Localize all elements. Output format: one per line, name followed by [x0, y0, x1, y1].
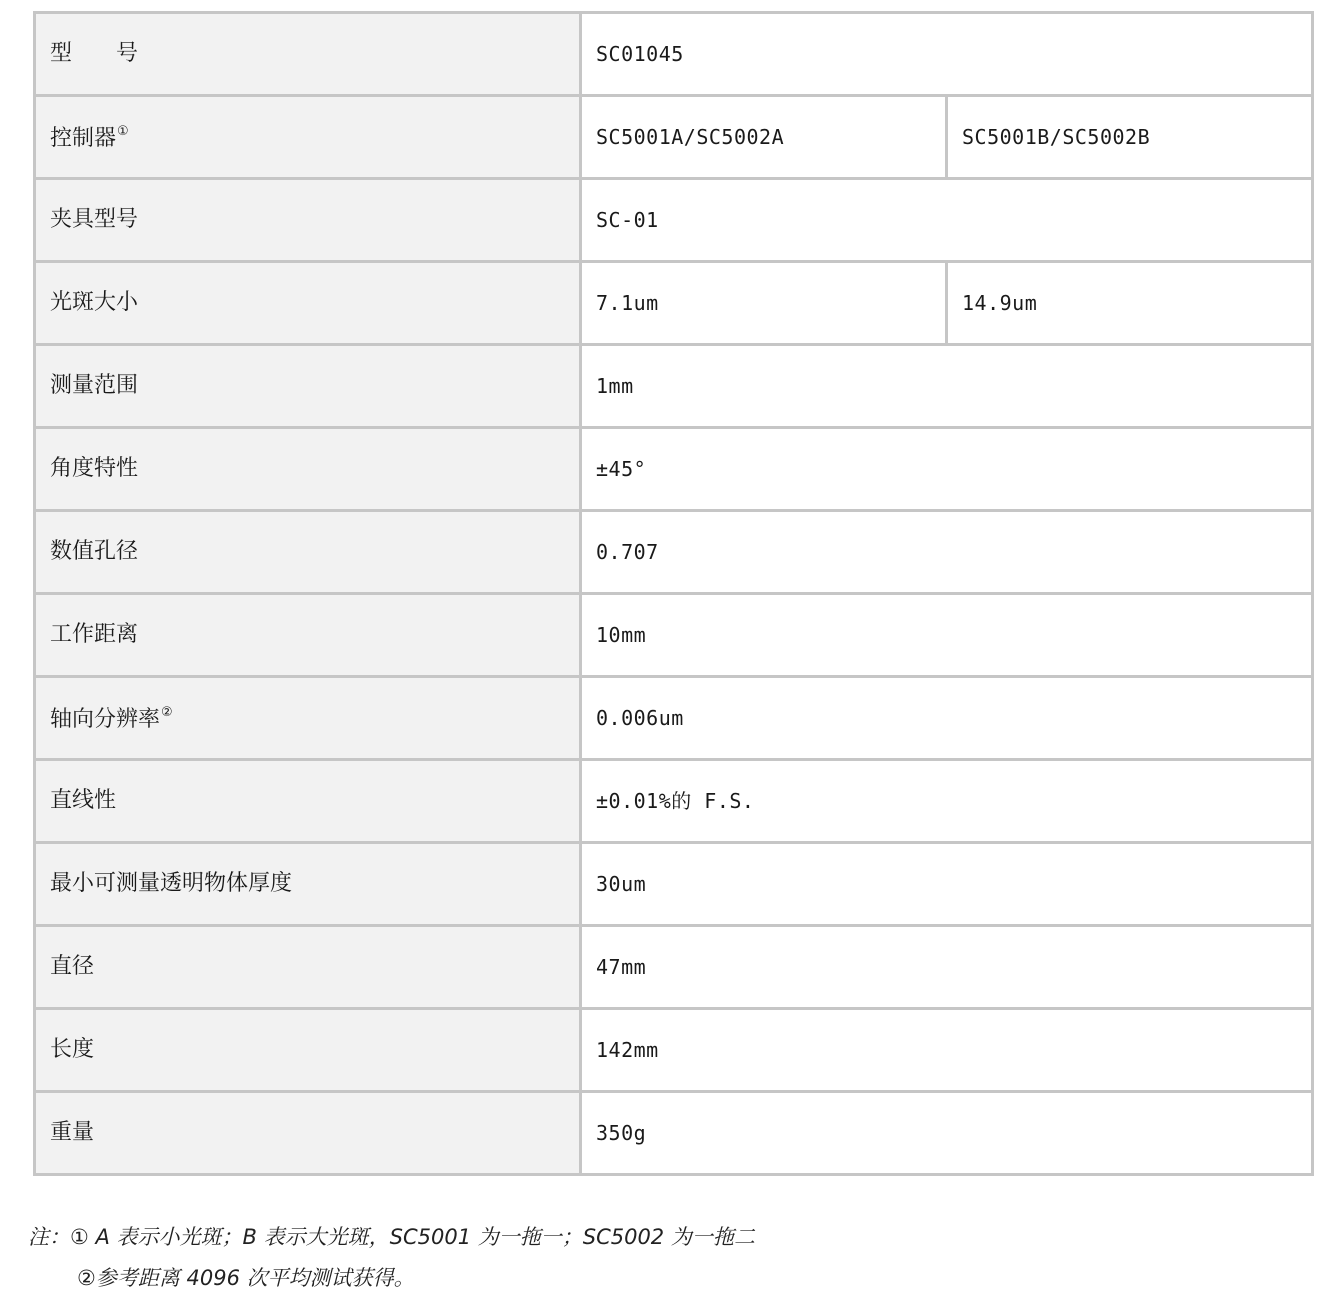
spec-table	[33, 11, 1314, 1176]
table-row	[35, 262, 1313, 345]
row-value: 142mm	[581, 1009, 1313, 1092]
row-label-cell	[35, 345, 581, 428]
row-value: 0.707	[581, 511, 1313, 594]
row-value: 47mm	[581, 926, 1313, 1009]
table-row	[35, 1009, 1313, 1092]
row-label-cell	[35, 926, 581, 1009]
row-value: 0.006um	[581, 677, 1313, 760]
table-row	[35, 13, 1313, 96]
row-value: SC5001A/SC5002A	[581, 96, 947, 179]
row-label: 长度	[50, 1037, 95, 1062]
row-label-cell	[35, 760, 581, 843]
row-value: 350g	[581, 1092, 1313, 1175]
row-label: 轴向分辨率	[50, 706, 161, 732]
row-label: 控制器	[50, 125, 117, 151]
row-value: SC-01	[581, 179, 1313, 262]
row-label-cell	[35, 677, 581, 760]
row-value: 14.9um	[947, 262, 1313, 345]
table-row	[35, 926, 1313, 1009]
row-label: 最小可测量透明物体厚度	[50, 871, 293, 896]
row-value: ±45°	[581, 428, 1313, 511]
table-row	[35, 843, 1313, 926]
row-label-cell	[35, 13, 581, 96]
footnote-line-1: 注：① A 表示小光斑；B 表示大光斑，SC5001 为一拖一；SC5002 为一拖二	[28, 1225, 755, 1249]
row-label: 工作距离	[50, 622, 139, 647]
row-value: 1mm	[581, 345, 1313, 428]
row-value: SC5001B/SC5002B	[947, 96, 1313, 179]
table-row	[35, 1092, 1313, 1175]
row-label: 数值孔径	[50, 539, 139, 564]
table-row	[35, 760, 1313, 843]
row-value: 30um	[581, 843, 1313, 926]
row-value: 7.1um	[581, 262, 947, 345]
row-label: 角度特性	[50, 456, 139, 481]
row-label: 重量	[50, 1120, 95, 1145]
table-row	[35, 677, 1313, 760]
row-label-cell	[35, 511, 581, 594]
table-row	[35, 511, 1313, 594]
footnote-marker: ②	[161, 704, 173, 720]
row-label-cell	[35, 1092, 581, 1175]
row-value: 10mm	[581, 594, 1313, 677]
table-row	[35, 594, 1313, 677]
table-row	[35, 179, 1313, 262]
table-row	[35, 345, 1313, 428]
row-label: 直径	[50, 954, 95, 979]
row-value: ±0.01%的 F.S.	[581, 760, 1313, 843]
row-label-cell	[35, 179, 581, 262]
row-value: SC01045	[581, 13, 1313, 96]
row-label-cell	[35, 594, 581, 677]
row-label: 夹具型号	[50, 207, 139, 232]
footnote-marker: ①	[117, 123, 129, 139]
spec-table-body	[35, 13, 1313, 1175]
table-row	[35, 428, 1313, 511]
row-label-cell	[35, 96, 581, 179]
row-label: 测量范围	[50, 373, 139, 398]
table-row	[35, 96, 1313, 179]
footnotes	[28, 1222, 755, 1293]
row-label-cell	[35, 1009, 581, 1092]
row-label: 直线性	[50, 788, 117, 813]
row-label: 型 号	[50, 41, 139, 66]
row-label-cell	[35, 262, 581, 345]
row-label: 光斑大小	[50, 290, 139, 315]
row-label-cell	[35, 428, 581, 511]
footnote-line-2: ②参考距离 4096 次平均测试获得。	[77, 1266, 415, 1290]
row-label-cell	[35, 843, 581, 926]
